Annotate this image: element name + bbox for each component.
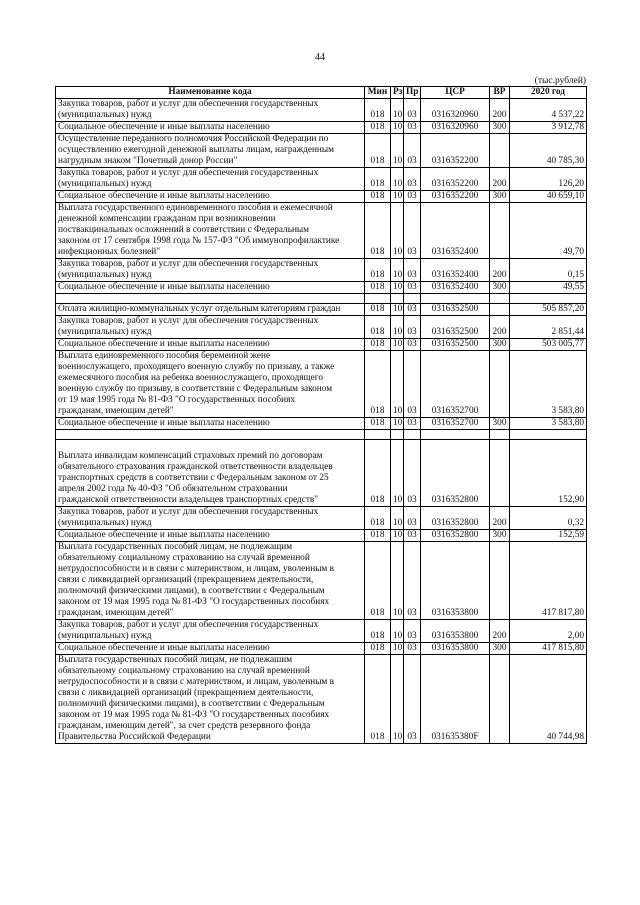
table-row xyxy=(56,643,587,655)
cell-name: Закупка товаров, работ и услуг для обеспечения государственных (муниципальных) нужд xyxy=(56,259,365,282)
table-spacer-row xyxy=(56,294,587,304)
cell-vr: 300 xyxy=(490,282,510,294)
cell-amount: 40 659,10 xyxy=(510,191,587,203)
cell-rz: 10 xyxy=(391,203,404,259)
cell-rz: 10 xyxy=(391,643,404,655)
cell-amount: 2,00 xyxy=(510,620,587,643)
cell-vr: 300 xyxy=(490,191,510,203)
cell-pr: 03 xyxy=(404,643,421,655)
cell-vr xyxy=(490,440,510,507)
table-row xyxy=(56,316,587,339)
cell-vr: 300 xyxy=(490,643,510,655)
cell-min: 018 xyxy=(365,530,391,542)
spacer-cell xyxy=(365,430,391,440)
table-row xyxy=(56,259,587,282)
cell-pr: 03 xyxy=(404,316,421,339)
cell-vr xyxy=(490,134,510,168)
cell-name: Закупка товаров, работ и услуг для обеспечения государственных (муниципальных) нужд xyxy=(56,316,365,339)
spacer-cell xyxy=(490,430,510,440)
cell-vr: 200 xyxy=(490,620,510,643)
table-row xyxy=(56,655,587,744)
table-row xyxy=(56,134,587,168)
cell-rz: 10 xyxy=(391,440,404,507)
cell-pr: 03 xyxy=(404,542,421,620)
table-row xyxy=(56,440,587,507)
cell-csr: 0316353800 xyxy=(421,643,490,655)
cell-amount: 417 817,80 xyxy=(510,542,587,620)
table-row xyxy=(56,203,587,259)
cell-name: Закупка товаров, работ и услуг для обеспечения государственных (муниципальных) нужд xyxy=(56,168,365,191)
spacer-cell xyxy=(404,430,421,440)
header-name: Наименование кода xyxy=(56,87,365,99)
cell-vr: 300 xyxy=(490,418,510,430)
cell-rz: 10 xyxy=(391,122,404,134)
cell-rz: 10 xyxy=(391,259,404,282)
cell-pr: 03 xyxy=(404,530,421,542)
header-pr: Пр xyxy=(404,87,421,99)
cell-name: Социальное обеспечение и иные выплаты населению xyxy=(56,282,365,294)
spacer-cell xyxy=(56,294,365,304)
cell-min: 018 xyxy=(365,418,391,430)
cell-rz: 10 xyxy=(391,168,404,191)
cell-csr: 0316352800 xyxy=(421,530,490,542)
cell-min: 018 xyxy=(365,440,391,507)
header-year: 2020 год xyxy=(510,87,587,99)
cell-vr: 200 xyxy=(490,316,510,339)
cell-csr: 0316352200 xyxy=(421,168,490,191)
cell-pr: 03 xyxy=(404,191,421,203)
cell-amount: 3 583,80 xyxy=(510,418,587,430)
cell-amount: 152,59 xyxy=(510,530,587,542)
cell-vr xyxy=(490,655,510,744)
cell-min: 018 xyxy=(365,542,391,620)
cell-csr: 0316352400 xyxy=(421,282,490,294)
cell-min: 018 xyxy=(365,643,391,655)
table-row xyxy=(56,282,587,294)
cell-amount: 2 851,44 xyxy=(510,316,587,339)
cell-amount: 40 785,30 xyxy=(510,134,587,168)
cell-min: 018 xyxy=(365,99,391,122)
cell-min: 018 xyxy=(365,122,391,134)
cell-vr: 300 xyxy=(490,530,510,542)
cell-name: Осуществление переданного полномочия Российской Федерации по осуществлению ежегодной денежной выплаты лицам, награжденным нагрудным знаком "Почетный донор России" xyxy=(56,134,365,168)
cell-min: 018 xyxy=(365,191,391,203)
cell-amount: 417 815,80 xyxy=(510,643,587,655)
spacer-cell xyxy=(510,294,587,304)
table-row xyxy=(56,99,587,122)
cell-min: 018 xyxy=(365,203,391,259)
table-row xyxy=(56,530,587,542)
cell-rz: 10 xyxy=(391,507,404,530)
page-number: 44 xyxy=(315,52,325,63)
cell-vr: 200 xyxy=(490,168,510,191)
cell-name: Закупка товаров, работ и услуг для обеспечения государственных (муниципальных) нужд xyxy=(56,99,365,122)
spacer-cell xyxy=(365,294,391,304)
cell-vr: 200 xyxy=(490,99,510,122)
cell-amount: 49,70 xyxy=(510,203,587,259)
cell-name: Социальное обеспечение и иные выплаты населению xyxy=(56,418,365,430)
cell-csr: 0316352400 xyxy=(421,259,490,282)
cell-pr: 03 xyxy=(404,655,421,744)
cell-vr: 200 xyxy=(490,507,510,530)
cell-vr: 300 xyxy=(490,339,510,351)
cell-min: 018 xyxy=(365,655,391,744)
cell-pr: 03 xyxy=(404,418,421,430)
cell-csr: 031635380F xyxy=(421,655,490,744)
cell-pr: 03 xyxy=(404,620,421,643)
cell-csr: 0316353800 xyxy=(421,620,490,643)
cell-min: 018 xyxy=(365,168,391,191)
cell-csr: 0316320960 xyxy=(421,122,490,134)
cell-vr xyxy=(490,304,510,316)
cell-vr xyxy=(490,203,510,259)
cell-amount: 4 537,22 xyxy=(510,99,587,122)
cell-pr: 03 xyxy=(404,440,421,507)
cell-pr: 03 xyxy=(404,203,421,259)
cell-csr: 0316352800 xyxy=(421,440,490,507)
cell-min: 018 xyxy=(365,304,391,316)
table-row xyxy=(56,418,587,430)
cell-csr: 0316352400 xyxy=(421,203,490,259)
cell-csr: 0316352700 xyxy=(421,351,490,418)
cell-rz: 10 xyxy=(391,191,404,203)
cell-pr: 03 xyxy=(404,99,421,122)
cell-csr: 0316353800 xyxy=(421,542,490,620)
table-row xyxy=(56,507,587,530)
cell-amount: 3 912,78 xyxy=(510,122,587,134)
table-row xyxy=(56,620,587,643)
cell-rz: 10 xyxy=(391,620,404,643)
units-label: (тыс.рублей) xyxy=(534,76,586,86)
cell-min: 018 xyxy=(365,351,391,418)
cell-rz: 10 xyxy=(391,339,404,351)
cell-name: Закупка товаров, работ и услуг для обеспечения государственных (муниципальных) нужд xyxy=(56,620,365,643)
cell-pr: 03 xyxy=(404,282,421,294)
spacer-cell xyxy=(391,430,404,440)
cell-pr: 03 xyxy=(404,134,421,168)
cell-pr: 03 xyxy=(404,122,421,134)
cell-amount: 126,20 xyxy=(510,168,587,191)
spacer-cell xyxy=(510,430,587,440)
cell-name: Выплата государственных пособий лицам, не подлежашим обязательному социальному страхованию на случай временной нетрудоспособности и в связи с материнством, и лицам, уволенным в связи с ликвидацией организаций (прекращением деятельности, полномочий физическими лицами), в соответствии с Федеральным законом от 19 мая 1995 года № 81-ФЗ "О государственных пособиях гражданам, имеющим детей", за счет средств резервного фонда Правительства Российской Федерации xyxy=(56,655,365,744)
cell-pr: 03 xyxy=(404,168,421,191)
spacer-cell xyxy=(490,294,510,304)
table-row xyxy=(56,304,587,316)
spacer-cell xyxy=(421,294,490,304)
cell-amount: 503 005,77 xyxy=(510,339,587,351)
cell-min: 018 xyxy=(365,282,391,294)
cell-vr xyxy=(490,351,510,418)
table-row xyxy=(56,122,587,134)
cell-csr: 0316352800 xyxy=(421,507,490,530)
cell-rz: 10 xyxy=(391,530,404,542)
cell-vr: 200 xyxy=(490,259,510,282)
spacer-cell xyxy=(391,294,404,304)
cell-name: Выплата единовременного пособия беременной жене военнослужащего, проходящего военную службу по призыву, а также ежемесячного пособия на ребенка военнослужащего, проходящего военную службу по призыву, в соответствии с Федеральным законом от 19 мая 1995 года № 81-ФЗ "О государственных пособиях гражданам, имеющим детей" xyxy=(56,351,365,418)
spacer-cell xyxy=(56,430,365,440)
table-spacer-row xyxy=(56,430,587,440)
table-row xyxy=(56,351,587,418)
cell-name: Социальное обеспечение и иные выплаты населению xyxy=(56,191,365,203)
cell-name: Социальное обеспечение и иные выплаты населению xyxy=(56,122,365,134)
cell-csr: 0316352200 xyxy=(421,134,490,168)
cell-csr: 0316352500 xyxy=(421,339,490,351)
cell-amount: 505 857,20 xyxy=(510,304,587,316)
header-vr: ВР xyxy=(490,87,510,99)
cell-name: Социальное обеспечение и иные выплаты населению xyxy=(56,530,365,542)
cell-rz: 10 xyxy=(391,134,404,168)
cell-name: Выплата государственных пособий лицам, не подлежащим обязательному социальному страхованию на случай временной нетрудоспособности и в связи с материнством, и лицам, уволенным в связи с ликвидацией организаций (прекращением деятельности, полномочий физическими лицами), в соответствии с Федеральным законом от 19 мая 1995 года № 81-ФЗ "О государственных пособиях гражданам, имеющим детей" xyxy=(56,542,365,620)
cell-min: 018 xyxy=(365,339,391,351)
cell-amount: 0,15 xyxy=(510,259,587,282)
table-header-row xyxy=(56,87,587,99)
cell-min: 018 xyxy=(365,316,391,339)
spacer-cell xyxy=(404,294,421,304)
cell-rz: 10 xyxy=(391,282,404,294)
cell-rz: 10 xyxy=(391,542,404,620)
cell-csr: 0316352200 xyxy=(421,191,490,203)
cell-pr: 03 xyxy=(404,259,421,282)
cell-amount: 40 744,98 xyxy=(510,655,587,744)
cell-csr: 0316320960 xyxy=(421,99,490,122)
header-rz: Рз xyxy=(391,87,404,99)
cell-csr: 0316352500 xyxy=(421,316,490,339)
cell-csr: 0316352500 xyxy=(421,304,490,316)
cell-rz: 10 xyxy=(391,351,404,418)
cell-amount: 3 583,80 xyxy=(510,351,587,418)
cell-name: Выплата государственного единовременного пособия и ежемесячной денежной компенсации гражданам при возникновении поствакцинальных осложнений в соответствии с Федеральным законом от 17 сентября 1998 года № 157-ФЗ "Об иммунопрофилактике инфекционных болезней" xyxy=(56,203,365,259)
table-row xyxy=(56,339,587,351)
cell-rz: 10 xyxy=(391,655,404,744)
cell-name: Закупка товаров, работ и услуг для обеспечения государственных (муниципальных) нужд xyxy=(56,507,365,530)
table-row xyxy=(56,168,587,191)
spacer-cell xyxy=(421,430,490,440)
cell-pr: 03 xyxy=(404,507,421,530)
cell-rz: 10 xyxy=(391,418,404,430)
cell-min: 018 xyxy=(365,620,391,643)
cell-pr: 03 xyxy=(404,304,421,316)
cell-vr: 300 xyxy=(490,122,510,134)
cell-rz: 10 xyxy=(391,316,404,339)
cell-amount: 49,55 xyxy=(510,282,587,294)
cell-name: Выплата инвалидам компенсаций страховых премий по договорам обязательного страхования гражданской ответственности владельцев транспортных средств в соответствии с Федеральным законом от 25 апреля 2002 года № 40-ФЗ "Об обязательном страховании гражданской ответственности владельцев транспортных средств" xyxy=(56,440,365,507)
cell-amount: 152,90 xyxy=(510,440,587,507)
cell-min: 018 xyxy=(365,507,391,530)
cell-pr: 03 xyxy=(404,339,421,351)
table-row xyxy=(56,542,587,620)
cell-vr xyxy=(490,542,510,620)
cell-min: 018 xyxy=(365,134,391,168)
table-row xyxy=(56,191,587,203)
cell-pr: 03 xyxy=(404,351,421,418)
cell-rz: 10 xyxy=(391,304,404,316)
header-csr: ЦСР xyxy=(421,87,490,99)
cell-name: Социальное обеспечение и иные выплаты населению xyxy=(56,643,365,655)
cell-min: 018 xyxy=(365,259,391,282)
cell-name: Оплата жилищно-коммунальных услуг отдельным категориям граждан xyxy=(56,304,365,316)
cell-rz: 10 xyxy=(391,99,404,122)
budget-table xyxy=(55,86,587,744)
cell-name: Социальное обеспечение и иные выплаты населению xyxy=(56,339,365,351)
cell-csr: 0316352700 xyxy=(421,418,490,430)
cell-amount: 0,32 xyxy=(510,507,587,530)
header-min: Мин xyxy=(365,87,391,99)
